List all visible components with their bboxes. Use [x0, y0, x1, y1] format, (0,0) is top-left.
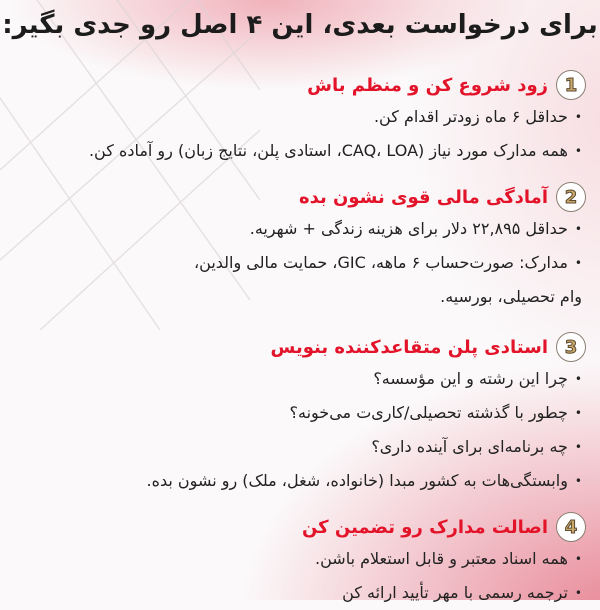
section-heading — [10, 512, 586, 542]
bullet-icon: • — [574, 372, 582, 386]
list-item: •همه مدارک مورد نیاز (CAQ، LOA، استادی پلن، نتایج زبان) رو آماده کن. — [10, 134, 582, 168]
list-item: •مدارک: صورت‌حساب ۶ ماهه، GIC، حمایت مالی والدین، — [10, 246, 582, 280]
bullet-list — [10, 212, 586, 313]
bullet-icon: • — [574, 552, 582, 566]
bullet-icon: • — [574, 110, 582, 124]
bullet-icon: • — [574, 144, 582, 158]
bullet-list — [10, 362, 586, 498]
bullet-icon: • — [574, 586, 582, 600]
number-badge-icon: 4 — [556, 512, 586, 542]
list-item: •چرا این رشته و این مؤسسه؟ — [10, 362, 582, 396]
number-badge-icon: 3 — [556, 332, 586, 362]
bullet-list — [10, 100, 586, 168]
heading-text: آمادگی مالی قوی نشون بده — [298, 186, 548, 208]
bullet-icon: • — [574, 222, 582, 236]
list-item: •حداقل ۲۲,۸۹۵ دلار برای هزینه زندگی + شهریه. — [10, 212, 582, 246]
list-item: •وابستگی‌هات به کشور مبدا (خانواده، شغل، ملک) رو نشون بده. — [10, 464, 582, 498]
bullet-icon: • — [574, 474, 582, 488]
number-badge-icon: 1 — [556, 70, 586, 100]
heading-text: استادی پلن متقاعدکننده بنویس — [270, 336, 548, 358]
page-title: برای درخواست بعدی، این ۴ اصل رو جدی بگیر: — [2, 10, 598, 40]
section-2 — [10, 182, 586, 313]
section-1 — [10, 70, 586, 168]
heading-text: زود شروع کن و منظم باش — [307, 74, 548, 96]
list-item: •ترجمه رسمی با مهر تأیید ارائه کن — [10, 576, 582, 610]
section-heading — [10, 182, 586, 212]
bullet-icon: • — [574, 406, 582, 420]
list-item-continuation: وام تحصیلی، بورسیه. — [440, 287, 582, 306]
bullet-icon: • — [574, 256, 582, 270]
list-item: •چطور با گذشته تحصیلی/کاری‌ت می‌خونه؟ — [10, 396, 582, 430]
heading-text: اصالت مدارک رو تضمین کن — [301, 516, 548, 538]
bullet-icon: • — [574, 440, 582, 454]
section-heading — [10, 332, 586, 362]
list-item: •چه برنامه‌ای برای آینده داری؟ — [10, 430, 582, 464]
section-3 — [10, 332, 586, 498]
list-item: •همه اسناد معتبر و قابل استعلام باشن. — [10, 542, 582, 576]
number-badge-icon: 2 — [556, 182, 586, 212]
list-item: •حداقل ۶ ماه زودتر اقدام کن. — [10, 100, 582, 134]
section-4 — [10, 512, 586, 610]
section-heading — [10, 70, 586, 100]
